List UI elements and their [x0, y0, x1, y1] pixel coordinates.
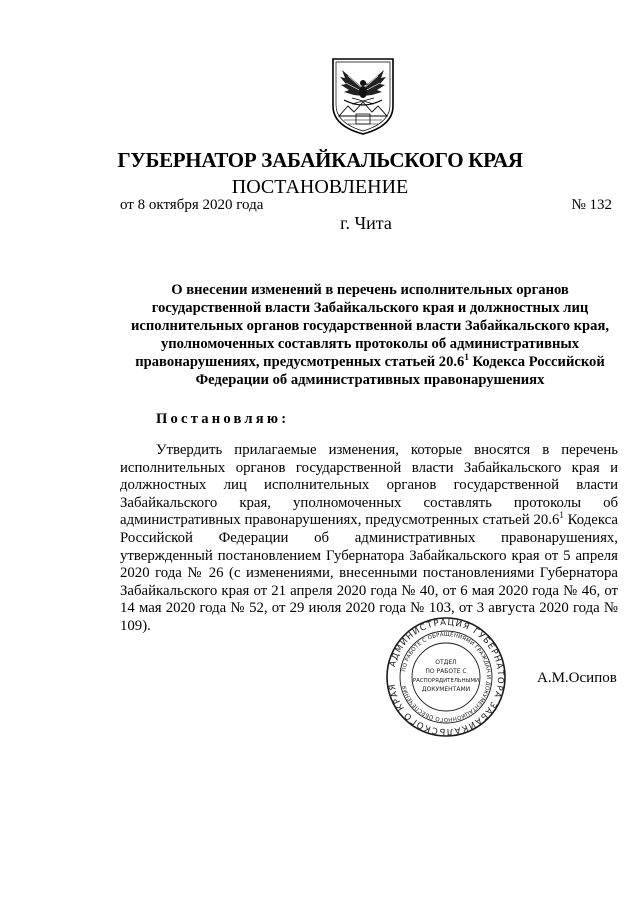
document-type: ПОСТАНОВЛЕНИЕ — [231, 176, 409, 198]
subject-line: исполнительных органов государственной власти Забайкальского края, — [130, 318, 610, 334]
decree-body: Утвердить прилагаемые изменения, которые вносятся в перечень исполнительных органов государственной власти Забайкальского края и должностных лиц исполнительных органов государственной власти Забайкальского края, уполномоченных составлять протоколы об административных правонарушениях, предусмотренных статьей 20.6$^1$ Кодекса Российской Федерации об административных правонарушениях, утвержденный постановлением Губернатора Забайкальского края от 5 апреля 2020 года № 26 (с изменениями, внесенными постановлениями Губернатора Забайкальского края от 21 апреля 2020 года № 40, от 6 мая 2020 года № 46, от 14 мая 2020 года № 52, от 29 июля 2020 года № 103, от 3 августа 2020 года № 109). — [120, 442, 618, 634]
document-subject — [120, 281, 620, 389]
coat-of-arms-icon — [330, 56, 396, 136]
subject-line: правонарушениях, предусмотренных статьей 20.6$^1$ Кодекса Российской — [135, 352, 605, 370]
document-date: от 8 октября 2020 года — [120, 197, 264, 213]
superscript: 1 — [464, 352, 469, 363]
subject-line: уполномоченных составлять протоколы об административных — [160, 336, 580, 352]
decree-word: Постановляю: — [156, 411, 290, 427]
svg-text:ПО РАБОТЕ С: ПО РАБОТЕ С — [425, 668, 467, 675]
subject-line: О внесении изменений в перечень исполнительных органов — [171, 282, 569, 298]
document-number: № 132 — [571, 197, 612, 213]
subject-line: государственной власти Забайкальского края и должностных лиц — [151, 300, 589, 316]
svg-text:ДОКУМЕНТАМИ: ДОКУМЕНТАМИ — [421, 686, 471, 693]
svg-text:РАСПОРЯДИТЕЛЬНЫМИ: РАСПОРЯДИТЕЛЬНЫМИ — [412, 678, 480, 684]
official-stamp — [385, 616, 507, 738]
signatory-name: А.М.Осипов — [537, 670, 617, 686]
subject-line: Федерации об административных правонарушениях — [195, 372, 545, 388]
svg-text:АДМИНИСТРАЦИЯ ГУБЕРНАТОРА ЗАБА: АДМИНИСТРАЦИЯ ГУБЕРНАТОРА ЗАБАЙКАЛЬСКОГО КРАЯ — [387, 617, 506, 737]
svg-text:ОТДЕЛ: ОТДЕЛ — [435, 659, 457, 666]
issuer-title: ГУБЕРНАТОР ЗАБАЙКАЛЬСКОГО КРАЯ — [117, 148, 523, 172]
document-city: г. Чита — [340, 213, 392, 233]
svg-text:ПО РАБОТЕ С ОБРАЩЕНИЯМИ ГРАЖДА: ПО РАБОТЕ С ОБРАЩЕНИЯМИ ГРАЖДАН И ДОКУМЕНТАЦИОННОГО ОБЕСПЕЧЕНИЯ — [401, 631, 492, 723]
superscript: 1 — [559, 510, 564, 521]
